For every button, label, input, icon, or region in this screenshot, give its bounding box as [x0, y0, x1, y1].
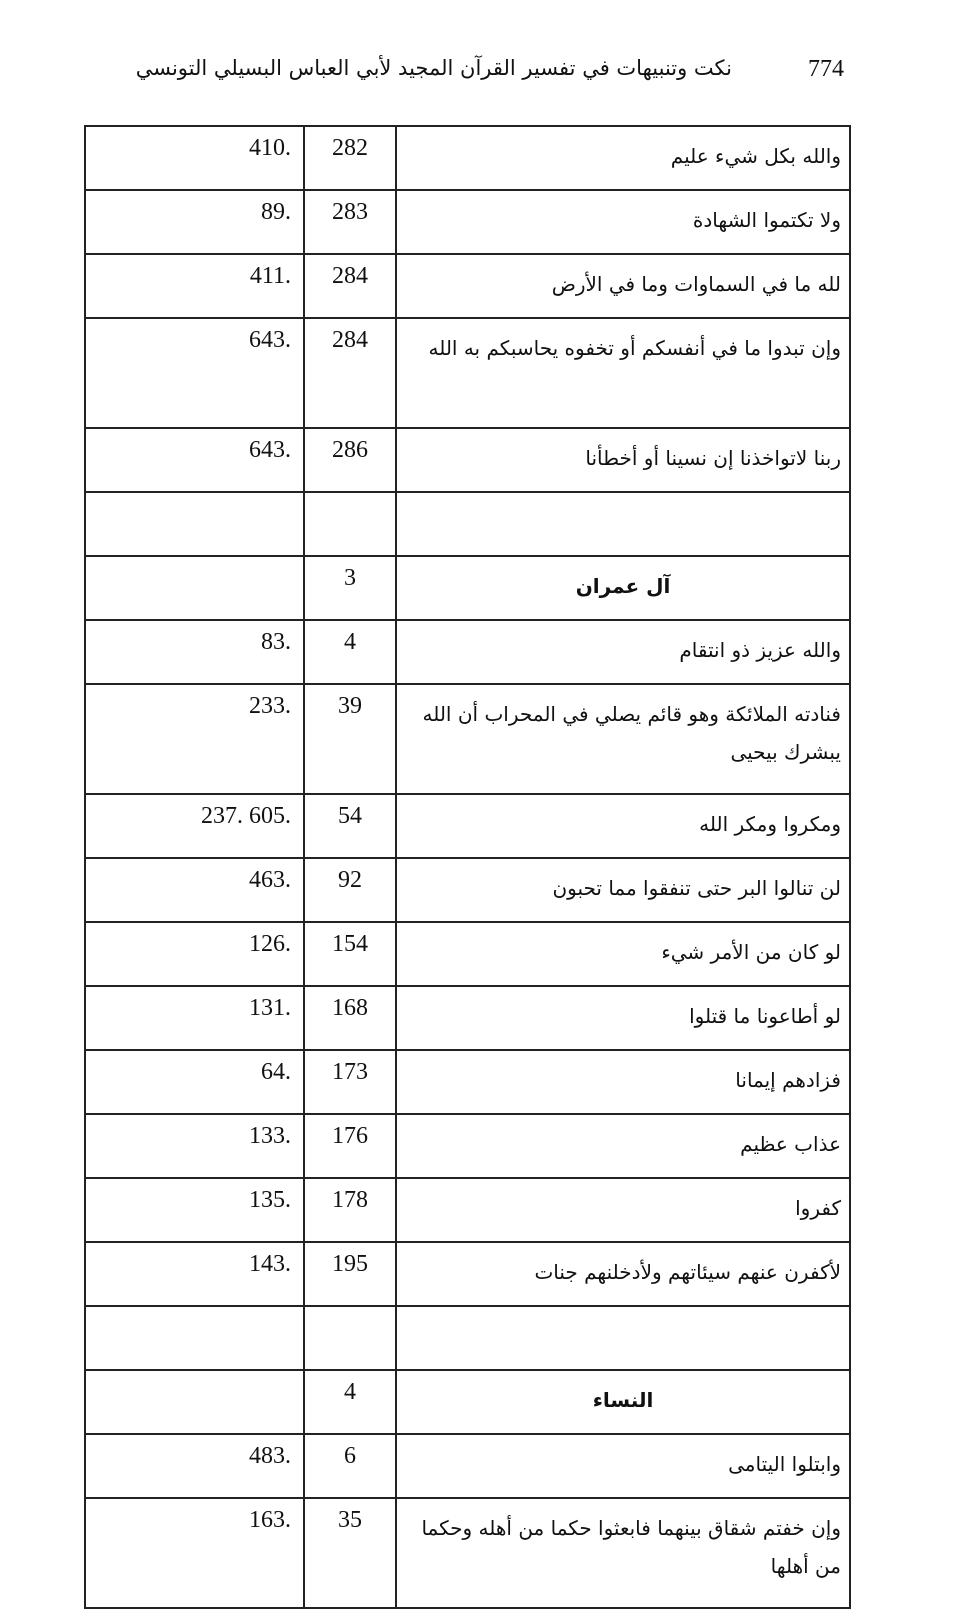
pages-cell: [85, 1370, 304, 1434]
verse-number-cell: 283: [304, 190, 396, 254]
table-row-empty: [85, 492, 850, 556]
pages-cell: 131.: [85, 986, 304, 1050]
verse-index-table: [84, 125, 851, 1609]
table-row: [85, 986, 850, 1050]
verse-text-cell: عذاب عظيم: [396, 1114, 850, 1178]
table-row: [85, 620, 850, 684]
table-row: [85, 318, 850, 428]
pages-cell: [85, 492, 304, 556]
verse-text-cell: [396, 492, 850, 556]
pages-cell: 483.: [85, 1434, 304, 1498]
table-row: [85, 922, 850, 986]
pages-cell: 126.: [85, 922, 304, 986]
verse-text-cell: فنادته الملائكة وهو قائم يصلي في المحراب أن الله يبشرك بيحيى: [396, 684, 850, 794]
table-row: [85, 126, 850, 190]
pages-cell: 89.: [85, 190, 304, 254]
pages-cell: 643.: [85, 318, 304, 428]
pages-cell: 237. 605.: [85, 794, 304, 858]
verse-text-cell: لو أطاعونا ما قتلوا: [396, 986, 850, 1050]
verse-number-cell: 35: [304, 1498, 396, 1608]
pages-cell: 410.: [85, 126, 304, 190]
verse-number-cell: 154: [304, 922, 396, 986]
verse-number-cell: 6: [304, 1434, 396, 1498]
verse-text-cell: والله عزيز ذو انتقام: [396, 620, 850, 684]
verse-number-cell: [304, 1306, 396, 1370]
table-row: [85, 1434, 850, 1498]
page-number: 774: [808, 56, 844, 82]
pages-cell: 411.: [85, 254, 304, 318]
verse-text-cell: لن تنالوا البر حتى تنفقوا مما تحبون: [396, 858, 850, 922]
page-header: [0, 52, 954, 92]
verse-text-cell: لله ما في السماوات وما في الأرض: [396, 254, 850, 318]
verse-number-cell: 168: [304, 986, 396, 1050]
surah-name-heading: النساء: [396, 1370, 850, 1434]
verse-number-cell: 282: [304, 126, 396, 190]
surah-number-cell: 4: [304, 1370, 396, 1434]
running-title: نكت وتنبيهات في تفسير القرآن المجيد لأبي العباس البسيلي التونسي: [135, 56, 732, 80]
table-row: [85, 1178, 850, 1242]
pages-cell: [85, 556, 304, 620]
surah-number-cell: 3: [304, 556, 396, 620]
pages-cell: 64.: [85, 1050, 304, 1114]
verse-text-cell: ولا تكتموا الشهادة: [396, 190, 850, 254]
table-row: [85, 858, 850, 922]
verse-text-cell: فزادهم إيمانا: [396, 1050, 850, 1114]
pages-cell: 643.: [85, 428, 304, 492]
verse-text-cell: وابتلوا اليتامى: [396, 1434, 850, 1498]
verse-text-cell: ومكروا ومكر الله: [396, 794, 850, 858]
pages-cell: 135.: [85, 1178, 304, 1242]
table-row: [85, 1498, 850, 1608]
table-row: [85, 794, 850, 858]
pages-cell: 143.: [85, 1242, 304, 1306]
surah-heading-row: [85, 1370, 850, 1434]
verse-text-cell: لو كان من الأمر شيء: [396, 922, 850, 986]
pages-cell: 163.: [85, 1498, 304, 1608]
table-row-empty: [85, 1306, 850, 1370]
verse-number-cell: 286: [304, 428, 396, 492]
verse-number-cell: 178: [304, 1178, 396, 1242]
table-row: [85, 190, 850, 254]
verse-number-cell: 92: [304, 858, 396, 922]
verse-text-cell: والله بكل شيء عليم: [396, 126, 850, 190]
table-row: [85, 254, 850, 318]
verse-number-cell: 173: [304, 1050, 396, 1114]
table-row: [85, 1114, 850, 1178]
verse-number-cell: 195: [304, 1242, 396, 1306]
verse-text-cell: وإن خفتم شقاق بينهما فابعثوا حكما من أهله وحكما من أهلها: [396, 1498, 850, 1608]
table-row: [85, 428, 850, 492]
verse-text-cell: كفروا: [396, 1178, 850, 1242]
verse-text-cell: ربنا لاتواخذنا إن نسينا أو أخطأنا: [396, 428, 850, 492]
verse-number-cell: 4: [304, 620, 396, 684]
surah-heading-row: [85, 556, 850, 620]
verse-number-cell: 284: [304, 318, 396, 428]
pages-cell: 233.: [85, 684, 304, 794]
verse-text-cell: وإن تبدوا ما في أنفسكم أو تخفوه يحاسبكم به الله: [396, 318, 850, 428]
verse-number-cell: [304, 492, 396, 556]
verse-number-cell: 39: [304, 684, 396, 794]
pages-cell: 133.: [85, 1114, 304, 1178]
verse-text-cell: لأكفرن عنهم سيئاتهم ولأدخلنهم جنات: [396, 1242, 850, 1306]
verse-number-cell: 284: [304, 254, 396, 318]
verse-number-cell: 176: [304, 1114, 396, 1178]
table-row: [85, 1242, 850, 1306]
verse-number-cell: 54: [304, 794, 396, 858]
pages-cell: 463.: [85, 858, 304, 922]
pages-cell: [85, 1306, 304, 1370]
table-row: [85, 684, 850, 794]
surah-name-heading: آل عمران: [396, 556, 850, 620]
verse-text-cell: [396, 1306, 850, 1370]
pages-cell: 83.: [85, 620, 304, 684]
table-row: [85, 1050, 850, 1114]
